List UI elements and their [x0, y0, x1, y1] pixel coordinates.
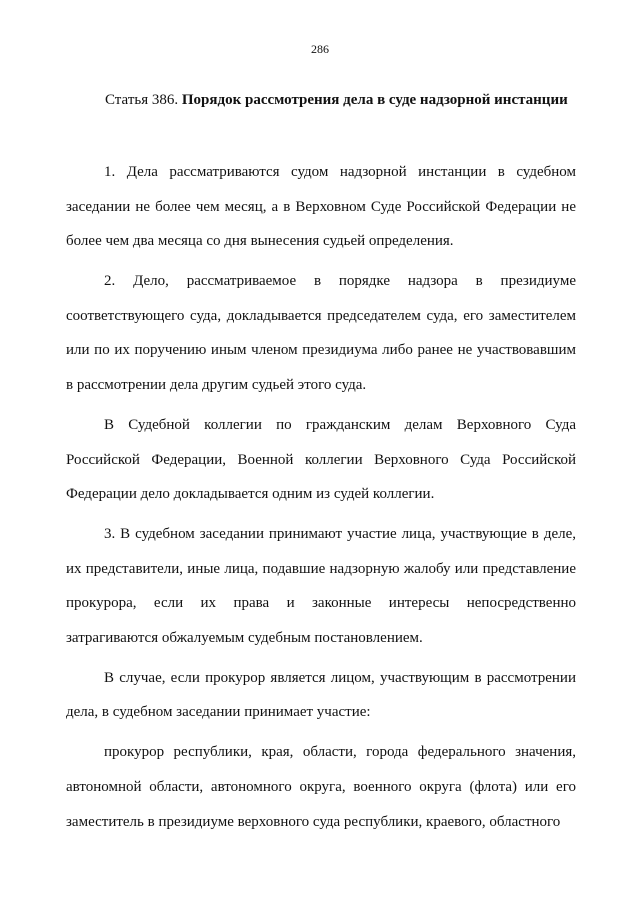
paragraph-4: 3. В судебном заседании принимают участие лица, участвующие в деле, их представители, иные лица, подавшие надзорную жалобу или представление прокурора, если их права и законные интересы непосредственно затрагиваются обжалуемым судебным постановлением. [66, 526, 576, 646]
paragraph-2: 2. Дело, рассматриваемое в порядке надзора в президиуме соответствующего суда, докладывается председателем суда, его заместителем или по их поручению иным членом президиума либо ранее не участвовавшим в рассмотрении дела другим судьей этого суда. [66, 273, 576, 393]
article-title: Порядок рассмотрения дела в суде надзорной инстанции [181, 92, 568, 108]
paragraph-5: В случае, если прокурор является лицом, участвующим в рассмотрении дела, в судебном заседании принимает участие: [66, 669, 576, 721]
article-number: Статья 386. [105, 92, 179, 108]
paragraph-6: прокурор республики, края, области, города федерального значения, автономной области, автономного округа, военного округа (флота) или его заместитель в президиуме верховного суда республики, краевого, областного [66, 744, 576, 830]
article-heading [105, 92, 595, 109]
page-number: 286 [311, 42, 329, 56]
paragraph-1: 1. Дела рассматриваются судом надзорной инстанции в судебном заседании не более чем месяц, а в Верховном Суде Российской Федерации не более чем два месяца со дня вынесения судьей определения. [66, 164, 576, 250]
article-body [66, 155, 576, 845]
paragraph-3: В Судебной коллегии по гражданским делам Верховного Суда Российской Федерации, Военной коллегии Верховного Суда Российской Федерации дело докладывается одним из судей коллегии. [66, 416, 576, 503]
